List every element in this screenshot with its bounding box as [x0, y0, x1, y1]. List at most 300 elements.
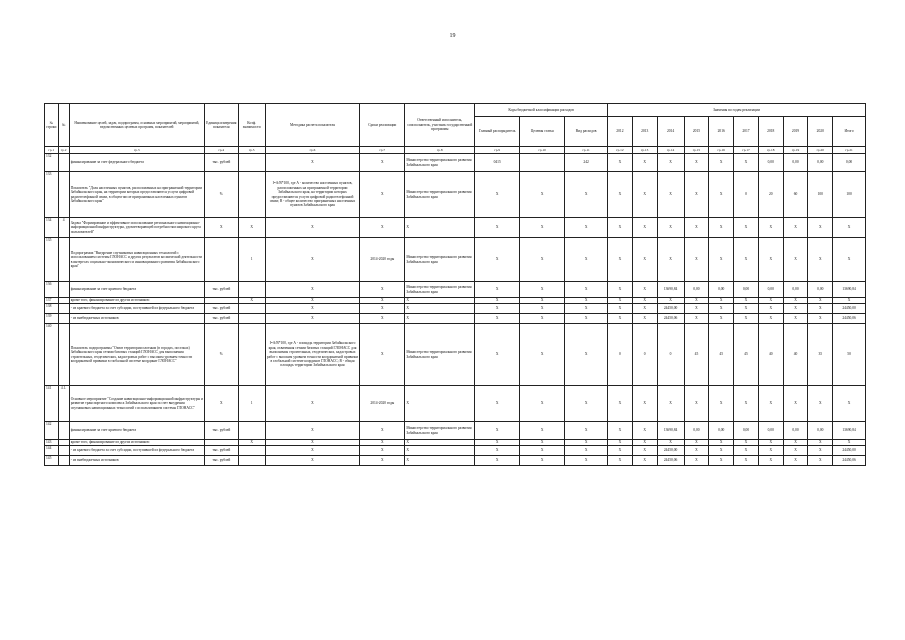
responsible-cell: X	[405, 298, 475, 304]
year-value-cell: X	[734, 386, 759, 422]
row-number: 142	[45, 422, 59, 440]
gr-code-cell: X	[475, 446, 520, 456]
total-cell: 24450,00	[833, 304, 866, 314]
year-value-cell: X	[783, 456, 808, 466]
header-total: Итого	[833, 117, 866, 147]
year-value-cell: 60	[783, 172, 808, 218]
table-row	[45, 304, 866, 314]
year-value-cell: 0,00	[783, 422, 808, 440]
year-value-cell: 0,00	[783, 154, 808, 172]
gr-code-cell: X	[475, 456, 520, 466]
year-value-cell: X	[783, 446, 808, 456]
unit-cell: X	[204, 218, 238, 238]
item-number: 4.1.	[58, 386, 69, 422]
year-value-cell: X	[632, 172, 657, 218]
term-cell: X	[360, 314, 405, 324]
page-number: 19	[449, 33, 456, 39]
year-value-cell: 35	[808, 324, 833, 386]
year-value-cell: X	[632, 440, 657, 446]
year-value-cell: X	[758, 456, 783, 466]
unit-cell: %	[204, 172, 238, 218]
method-cell: X	[265, 456, 360, 466]
year-value-cell: X	[758, 446, 783, 456]
total-cell: 13690,84	[833, 422, 866, 440]
col-number: гр.6	[265, 147, 360, 154]
year-value-cell: X	[758, 440, 783, 446]
year-value-cell: 45	[709, 324, 734, 386]
row-number: 144	[45, 446, 59, 456]
term-cell: X	[360, 324, 405, 386]
expense-cell: X	[565, 324, 608, 386]
year-value-cell: X	[758, 238, 783, 282]
total-cell: X	[833, 238, 866, 282]
article-cell: X	[520, 218, 565, 238]
year-value-cell: X	[709, 172, 734, 218]
year-value-cell: 40	[783, 324, 808, 386]
expense-cell: X	[565, 456, 608, 466]
article-cell: X	[520, 386, 565, 422]
year-value-cell: X	[632, 386, 657, 422]
year-value-cell: X	[734, 314, 759, 324]
expense-cell: X	[565, 386, 608, 422]
col-number: гр.8	[405, 147, 475, 154]
responsible-cell: X	[405, 386, 475, 422]
unit-cell: тыс. рублей	[204, 282, 238, 298]
row-name: финансирование за счет краевого бюджета	[69, 422, 204, 440]
year-value-cell: X	[632, 304, 657, 314]
header-year: 2020	[808, 117, 833, 147]
year-value-cell: X	[632, 446, 657, 456]
year-value-cell: 0,00	[684, 422, 709, 440]
header-year: 2013	[632, 117, 657, 147]
year-value-cell: 45	[684, 324, 709, 386]
year-value-cell: X	[734, 218, 759, 238]
year-value-cell: 0,00	[709, 422, 734, 440]
year-value-cell: X	[684, 154, 709, 172]
term-cell: 2014-2020 годы	[360, 386, 405, 422]
col-number: гр.10	[520, 147, 565, 154]
header-article: Целевая статья	[520, 117, 565, 147]
method-cell: X	[265, 314, 360, 324]
responsible-cell: Министерство территориального развития Забайкальского края	[405, 422, 475, 440]
total-cell: 0,00	[833, 154, 866, 172]
total-cell: 50	[833, 324, 866, 386]
unit-cell: тыс. рублей	[204, 446, 238, 456]
header-year: 2015	[684, 117, 709, 147]
row-number: 141	[45, 386, 59, 422]
year-value-cell: 0	[657, 324, 684, 386]
row-name: Показатель "Доля населенных пунктов, расположенных на приграничной территории Забайкальского края, на территории которых предоставляются услуги цифровой радиотелефонной связи, в общем числе приграничных населенных пунктов Забайкальского края"	[69, 172, 204, 218]
col-number: гр.21	[833, 147, 866, 154]
responsible-cell: Министерство территориального развития Забайкальского края	[405, 238, 475, 282]
year-value-cell: 0	[608, 324, 633, 386]
year-value-cell: X	[608, 440, 633, 446]
table-row	[45, 386, 866, 422]
coef-cell	[238, 446, 265, 456]
year-value-cell: X	[734, 440, 759, 446]
unit-cell: тыс. рублей	[204, 422, 238, 440]
col-number: гр.2	[58, 147, 69, 154]
table-row	[45, 324, 866, 386]
header-method: Методика расчета показателя	[265, 104, 360, 147]
year-value-cell: X	[734, 456, 759, 466]
year-value-cell: 0,00	[734, 282, 759, 298]
year-value-cell: X	[783, 304, 808, 314]
year-value-cell: X	[808, 386, 833, 422]
responsible-cell: Министерство территориального развития Забайкальского края	[405, 154, 475, 172]
term-cell: X	[360, 218, 405, 238]
table-row	[45, 422, 866, 440]
method-cell: X	[265, 386, 360, 422]
article-cell: X	[520, 314, 565, 324]
year-value-cell: X	[808, 238, 833, 282]
year-value-cell: 40	[758, 324, 783, 386]
term-cell: X	[360, 446, 405, 456]
unit-cell: тыс. рублей	[204, 154, 238, 172]
year-value-cell: X	[808, 440, 833, 446]
year-value-cell: X	[608, 422, 633, 440]
item-number	[58, 456, 69, 466]
gr-code-cell: X	[475, 172, 520, 218]
col-number: гр.1	[45, 147, 59, 154]
table-row	[45, 456, 866, 466]
year-value-cell: X	[632, 282, 657, 298]
coef-cell: X	[238, 440, 265, 446]
coef-cell: 1	[238, 238, 265, 282]
year-value-cell: X	[608, 304, 633, 314]
gr-code-cell: X	[475, 422, 520, 440]
gr-code-cell: X	[475, 282, 520, 298]
year-value-cell: X	[632, 238, 657, 282]
header-year: 2014	[657, 117, 684, 147]
table-row	[45, 218, 866, 238]
term-cell: X	[360, 154, 405, 172]
year-value-cell: X	[709, 386, 734, 422]
col-number: гр.20	[808, 147, 833, 154]
item-number	[58, 324, 69, 386]
gr-code-cell: X	[475, 324, 520, 386]
year-value-cell: X	[783, 314, 808, 324]
total-cell: 24450,00	[833, 446, 866, 456]
method-cell: X	[265, 282, 360, 298]
method-cell: X	[265, 422, 360, 440]
row-name: - из краевого бюджета за счет субсидии, поступившей из федерального бюджета	[69, 304, 204, 314]
header-year: 2019	[783, 117, 808, 147]
header-unit: Единица измерения показателя	[204, 104, 238, 147]
year-value-cell: 0,00	[808, 422, 833, 440]
year-value-cell: X	[808, 218, 833, 238]
year-value-cell: X	[734, 238, 759, 282]
header-row-no: № строки	[45, 104, 59, 147]
year-value-cell: X	[709, 440, 734, 446]
item-number	[58, 172, 69, 218]
col-number: гр.7	[360, 147, 405, 154]
expense-cell: X	[565, 304, 608, 314]
year-value-cell: 13690,84	[657, 422, 684, 440]
total-cell: X	[833, 440, 866, 446]
row-number: 145	[45, 456, 59, 466]
expense-cell: X	[565, 298, 608, 304]
coef-cell	[238, 314, 265, 324]
table-body	[45, 154, 866, 466]
year-value-cell: X	[632, 314, 657, 324]
year-value-cell: X	[709, 446, 734, 456]
year-value-cell: X	[709, 218, 734, 238]
year-value-cell: X	[608, 282, 633, 298]
header-expense: Вид расходов	[565, 117, 608, 147]
year-value-cell: X	[734, 304, 759, 314]
expense-cell: X	[565, 314, 608, 324]
year-value-cell: X	[684, 446, 709, 456]
table-row	[45, 154, 866, 172]
article-cell	[520, 154, 565, 172]
responsible-cell: Министерство территориального развития Забайкальского края	[405, 324, 475, 386]
year-value-cell: X	[608, 172, 633, 218]
row-number: 132	[45, 154, 59, 172]
item-number: 4	[58, 218, 69, 238]
article-cell: X	[520, 298, 565, 304]
gr-code-cell: 0415	[475, 154, 520, 172]
expense-cell: X	[565, 238, 608, 282]
year-value-cell: 24450,00	[657, 304, 684, 314]
year-value-cell: X	[684, 386, 709, 422]
year-value-cell: X	[608, 446, 633, 456]
year-value-cell: X	[734, 446, 759, 456]
row-number: 136	[45, 282, 59, 298]
item-number	[58, 422, 69, 440]
header-gr: Главный распорядитель	[475, 117, 520, 147]
gr-code-cell: X	[475, 238, 520, 282]
coef-cell	[238, 154, 265, 172]
year-value-cell: X	[657, 440, 684, 446]
gr-code-cell: X	[475, 440, 520, 446]
total-cell: 100	[833, 172, 866, 218]
total-cell: X	[833, 218, 866, 238]
header-no: №	[58, 104, 69, 147]
year-value-cell: X	[632, 456, 657, 466]
year-value-cell: X	[657, 154, 684, 172]
coef-cell: X	[238, 298, 265, 304]
year-value-cell: 13690,84	[657, 282, 684, 298]
method-cell: X	[265, 238, 360, 282]
year-value-cell: X	[657, 238, 684, 282]
year-value-cell: 0	[632, 324, 657, 386]
year-value-cell: X	[684, 238, 709, 282]
row-name: Подпрограмма "Внедрение спутниковых навигационных технологий с использованием системы ГЛОНАСС и других результатов космической деятельности в интересах социально-экономического и инновационного развития Забайкальского края"	[69, 238, 204, 282]
total-cell: 24450,06	[833, 456, 866, 466]
col-number: гр.14	[657, 147, 684, 154]
header-coef: Коэф. значимости	[238, 104, 265, 147]
responsible-cell: Министерство территориального развития Забайкальского края	[405, 172, 475, 218]
year-value-cell: X	[783, 238, 808, 282]
year-value-cell: X	[608, 218, 633, 238]
row-number: 139	[45, 314, 59, 324]
method-cell: X	[265, 218, 360, 238]
col-number: гр.5	[238, 147, 265, 154]
year-value-cell: 45	[734, 324, 759, 386]
method-cell: X	[265, 446, 360, 456]
row-number: 137	[45, 298, 59, 304]
term-cell: X	[360, 456, 405, 466]
gr-code-cell: X	[475, 386, 520, 422]
term-cell: 2014-2020 годы	[360, 238, 405, 282]
year-value-cell: X	[608, 456, 633, 466]
year-value-cell: X	[608, 386, 633, 422]
year-value-cell: X	[684, 304, 709, 314]
year-value-cell: 0,00	[808, 154, 833, 172]
table-row	[45, 446, 866, 456]
year-value-cell: X	[783, 386, 808, 422]
expense-cell: X	[565, 440, 608, 446]
year-value-cell: 0,00	[808, 282, 833, 298]
responsible-cell: X	[405, 314, 475, 324]
responsible-cell: X	[405, 446, 475, 456]
responsible-cell: X	[405, 304, 475, 314]
year-value-cell: X	[758, 386, 783, 422]
article-cell: X	[520, 172, 565, 218]
col-number: гр.12	[608, 147, 633, 154]
col-number: гр.9	[475, 147, 520, 154]
coef-cell: 1	[238, 386, 265, 422]
method-cell: X	[265, 298, 360, 304]
year-value-cell: X	[709, 298, 734, 304]
row-name: Основное мероприятие "Создание навигационно-информационной инфраструктуры и развитие транспортного комплекса Забайкальского края за счет внедрения спутниковых навигационных технологий с использованием системы ГЛОНАСС"	[69, 386, 204, 422]
unit-cell: тыс. рублей	[204, 304, 238, 314]
year-value-cell: X	[608, 238, 633, 282]
term-cell: X	[360, 298, 405, 304]
row-number: 138	[45, 304, 59, 314]
row-name: кроме того, финансирование из других источников:	[69, 440, 204, 446]
year-value-cell: X	[684, 218, 709, 238]
year-value-cell: X	[783, 440, 808, 446]
method-cell: X	[265, 154, 360, 172]
col-number: гр.19	[783, 147, 808, 154]
year-value-cell: X	[608, 314, 633, 324]
item-number	[58, 446, 69, 456]
year-value-cell: X	[684, 314, 709, 324]
responsible-cell: X	[405, 440, 475, 446]
year-value-cell: X	[684, 456, 709, 466]
year-value-cell: X	[632, 422, 657, 440]
article-cell: X	[520, 446, 565, 456]
unit-cell: тыс. рублей	[204, 314, 238, 324]
column-number-row	[45, 147, 866, 154]
year-value-cell: X	[608, 298, 633, 304]
expense-cell: 242	[565, 154, 608, 172]
year-value-cell: X	[684, 298, 709, 304]
col-number: гр.17	[734, 147, 759, 154]
year-value-cell: 100	[808, 172, 833, 218]
header-term: Сроки реализации	[360, 104, 405, 147]
year-value-cell: X	[632, 218, 657, 238]
year-value-cell: X	[808, 298, 833, 304]
year-value-cell: X	[684, 440, 709, 446]
year-value-cell: X	[709, 456, 734, 466]
row-name: Показатель подпрограммы "Охват территории плотным (в городах, поселках) Забайкальского края сетями базовых станций ГЛОНАСС для выполнения строительных, геодезических, кадастровых работ с высоким уровнем точности координатной привязки в глобальной системе координат ГЛОНАСС"	[69, 324, 204, 386]
method-cell: I=A/B*100, где А - количество населенных пунктов, расположенных на приграничной территории Забайкальского края, на территории которых предоставляются услуги цифровой радиотелефонной связи; В - общее количество приграничных населенных пунктов Забайкальского края	[265, 172, 360, 218]
year-value-cell: X	[709, 238, 734, 282]
header-values-by-year: Значения по годам реализации	[608, 104, 866, 117]
row-name: финансирование за счет краевого бюджета	[69, 282, 204, 298]
row-number: 135	[45, 238, 59, 282]
program-table	[44, 103, 866, 466]
article-cell: X	[520, 282, 565, 298]
year-value-cell: X	[783, 218, 808, 238]
year-value-cell: X	[808, 314, 833, 324]
row-number: 143	[45, 440, 59, 446]
expense-cell: X	[565, 218, 608, 238]
article-cell: X	[520, 440, 565, 446]
item-number	[58, 314, 69, 324]
year-value-cell: 24450,06	[657, 456, 684, 466]
table-row	[45, 282, 866, 298]
header-year: 2016	[709, 117, 734, 147]
row-number: 140	[45, 324, 59, 386]
year-value-cell: X	[709, 304, 734, 314]
total-cell: X	[833, 298, 866, 304]
item-number	[58, 304, 69, 314]
header-name: Наименование целей, задач, подпрограмм, основных мероприятий, мероприятий, ведомственных целевых программ, показателей	[69, 104, 204, 147]
year-value-cell: X	[808, 446, 833, 456]
year-value-cell: 20	[758, 172, 783, 218]
total-cell: 13690,84	[833, 282, 866, 298]
year-value-cell: X	[709, 154, 734, 172]
year-value-cell: X	[758, 298, 783, 304]
row-name: - из внебюджетных источников	[69, 456, 204, 466]
year-value-cell: X	[657, 298, 684, 304]
item-number	[58, 154, 69, 172]
col-number: гр.4	[204, 147, 238, 154]
year-value-cell: X	[657, 386, 684, 422]
unit-cell: %	[204, 324, 238, 386]
col-number: гр.13	[632, 147, 657, 154]
method-cell: X	[265, 304, 360, 314]
col-number: гр.3	[69, 147, 204, 154]
header-year: 2017	[734, 117, 759, 147]
year-value-cell: 0,00	[758, 282, 783, 298]
row-name: - из краевого бюджета за счет субсидии, поступившей из федерального бюджета	[69, 446, 204, 456]
gr-code-cell: X	[475, 218, 520, 238]
expense-cell: X	[565, 422, 608, 440]
coef-cell	[238, 282, 265, 298]
row-name: кроме того, финансирование из других источников:	[69, 298, 204, 304]
item-number	[58, 282, 69, 298]
responsible-cell: X	[405, 456, 475, 466]
col-number: гр.11	[565, 147, 608, 154]
table-row	[45, 314, 866, 324]
term-cell: X	[360, 282, 405, 298]
year-value-cell: X	[758, 314, 783, 324]
term-cell: X	[360, 422, 405, 440]
unit-cell: тыс. рублей	[204, 456, 238, 466]
article-cell: X	[520, 324, 565, 386]
row-name: - из внебюджетных источников	[69, 314, 204, 324]
year-value-cell: X	[657, 218, 684, 238]
year-value-cell: 0,00	[783, 282, 808, 298]
item-number	[58, 238, 69, 282]
col-number: гр.16	[709, 147, 734, 154]
year-value-cell: 24450,06	[657, 314, 684, 324]
year-value-cell: X	[808, 456, 833, 466]
year-value-cell: 24450,00	[657, 446, 684, 456]
responsible-cell: X	[405, 218, 475, 238]
term-cell: X	[360, 172, 405, 218]
article-cell: X	[520, 304, 565, 314]
coef-cell	[238, 172, 265, 218]
row-number: 134	[45, 218, 59, 238]
year-value-cell: 0,00	[709, 282, 734, 298]
article-cell: X	[520, 238, 565, 282]
